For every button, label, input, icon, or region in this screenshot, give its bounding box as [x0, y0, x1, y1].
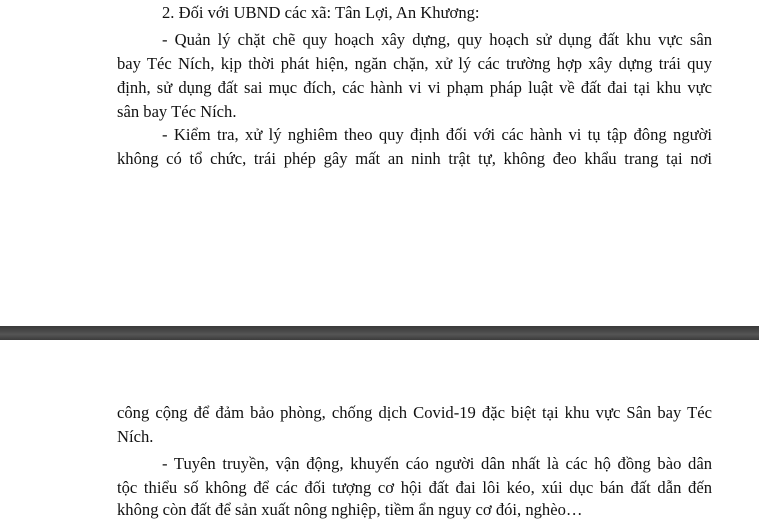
paragraph-line: công cộng để đảm bảo phòng, chống dịch Covid-19 đặc biệt tại khu vực Sân bay Téc [117, 403, 712, 422]
paragraph-line: không có tổ chức, trái phép gây mất an ninh trật tự, không đeo khẩu trang tại nơi [117, 149, 712, 168]
paragraph-line: định, sử dụng đất sai mục đích, các hành vi vi phạm pháp luật về đất đai tại khu vực [117, 78, 712, 97]
page-separator [0, 326, 759, 340]
paragraph-line: tộc thiểu số không để các đối tượng cơ hội đất đai lôi kéo, xúi dục bán đất dẫn đến [117, 478, 712, 497]
paragraph-line: không còn đất để sản xuất nông nghiệp, tiềm ẩn nguy cơ đói, nghèo… [117, 500, 583, 519]
paragraph-line: - Kiểm tra, xử lý nghiêm theo quy định đối với các hành vi tụ tập đông người [162, 125, 712, 144]
paragraph-line: sân bay Téc Ních. [117, 102, 237, 121]
paragraph-line: - Tuyên truyền, vận động, khuyến cáo người dân nhất là các hộ đồng bào dân [162, 454, 712, 473]
section-heading: 2. Đối với UBND các xã: Tân Lợi, An Khương: [162, 3, 480, 22]
paragraph-line: - Quản lý chặt chẽ quy hoạch xây dựng, quy hoạch sử dụng đất khu vực sân [162, 30, 712, 49]
paragraph-line: Ních. [117, 427, 154, 446]
paragraph-line: bay Téc Ních, kịp thời phát hiện, ngăn chặn, xử lý các trường hợp xây dựng trái quy [117, 54, 712, 73]
document-page-bottom [0, 340, 759, 520]
